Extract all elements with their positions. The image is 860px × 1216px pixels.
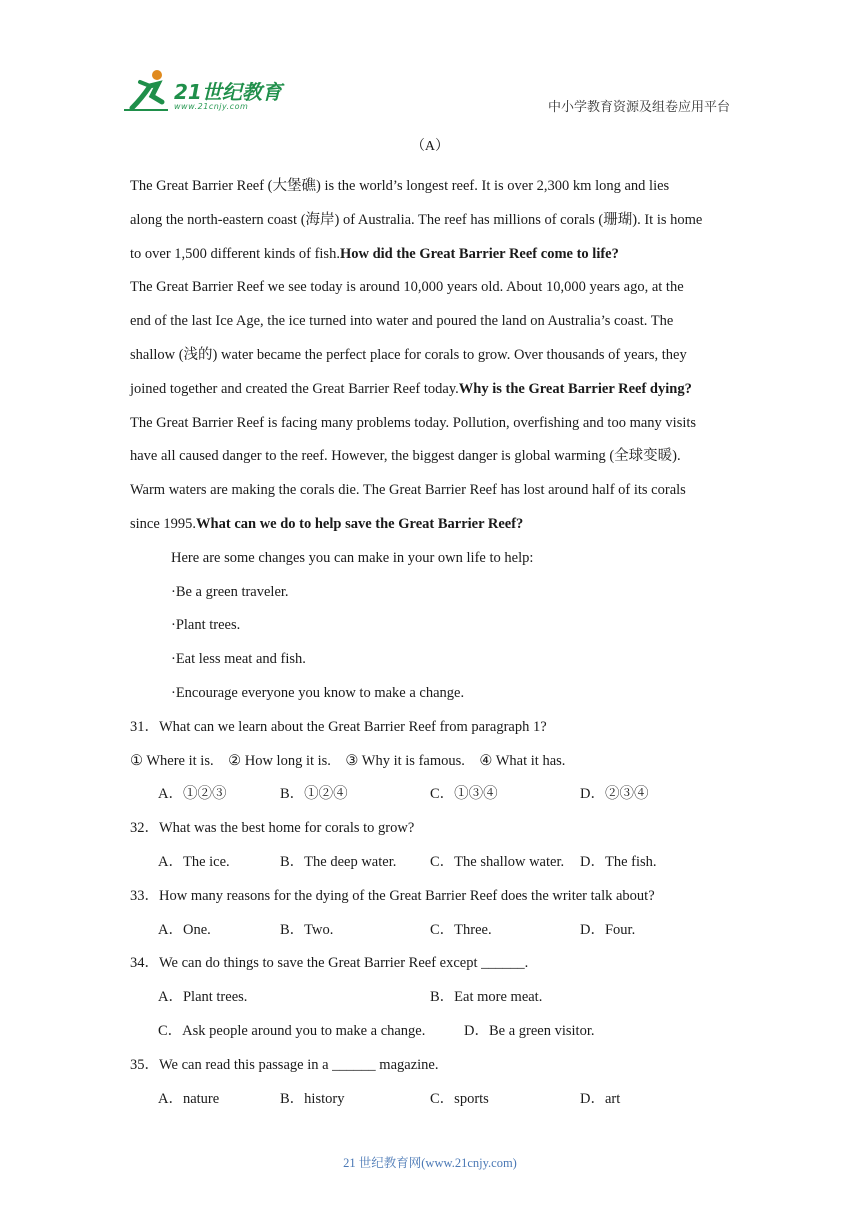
question-options	[130, 778, 730, 812]
option-d[interactable]: D．Four.	[580, 921, 636, 938]
bullet-item: ·Encourage everyone you know to make a change.	[171, 684, 465, 701]
passage-line: joined together and created the Great Barrier Reef today.Why is the Great Barrier Reef dying?	[130, 380, 692, 397]
passage-line: The Great Barrier Reef is facing many problems today. Pollution, overfishing and too many visits	[130, 414, 697, 431]
question-options	[130, 1015, 730, 1049]
logo-text: 21世纪教育	[174, 80, 282, 104]
bullet-item: ·Be a green traveler.	[171, 583, 289, 600]
question-stem: 31．What can we learn about the Great Barrier Reef from paragraph 1?	[130, 718, 547, 735]
passage-line: Warm waters are making the corals die. The Great Barrier Reef has lost around half of its corals	[130, 482, 686, 499]
option-c[interactable]: C．Ask people around you to make a change.	[158, 1022, 426, 1039]
heading-question: What can we do to help save the Great Barrier Reef?	[196, 515, 524, 532]
option-a[interactable]: A．①②③	[158, 786, 227, 803]
bullet-item: ·Eat less meat and fish.	[171, 651, 306, 668]
option-b[interactable]: B．history	[280, 1090, 345, 1107]
page-header	[0, 0, 860, 130]
logo	[122, 68, 292, 116]
passage-line: end of the last Ice Age, the ice turned into water and poured the land on Australia’s coast. The	[130, 313, 674, 330]
option-d[interactable]: D．art	[580, 1090, 621, 1107]
option-b[interactable]: B．①②④	[280, 786, 348, 803]
passage-line: along the north-eastern coast (海岸) of Australia. The reef has millions of corals (珊瑚). It is home	[130, 211, 703, 228]
logo-url: www.21cnjy.com	[174, 102, 249, 111]
passage-line: since 1995.What can we do to help save the Great Barrier Reef?	[130, 515, 524, 532]
option-b[interactable]: B．Two.	[280, 921, 334, 938]
page-footer[interactable]: 21 世纪教育网(www.21cnjy.com)	[343, 1156, 517, 1170]
heading-question: How did the Great Barrier Reef come to life?	[339, 245, 619, 262]
passage-line: have all caused danger to the reef. However, the biggest danger is global warming (全球变暖).	[130, 448, 681, 465]
option-c[interactable]: C．The shallow water.	[430, 853, 565, 870]
option-a[interactable]: A．The ice.	[158, 853, 230, 870]
passage-line: The Great Barrier Reef we see today is around 10,000 years old. About 10,000 years ago, at the	[130, 279, 684, 296]
document-body	[130, 136, 730, 1116]
bullet-item: ·Plant trees.	[171, 617, 241, 634]
option-d[interactable]: D．②③④	[580, 786, 649, 803]
option-d[interactable]: D．Be a green visitor.	[464, 1022, 595, 1039]
option-c[interactable]: C．①③④	[430, 786, 498, 803]
question-stem: 34．We can do things to save the Great Barrier Reef except ______.	[130, 955, 529, 972]
question-options	[130, 981, 730, 1015]
option-a[interactable]: A．nature	[158, 1090, 220, 1107]
question-stem: 32．What was the best home for corals to grow?	[130, 820, 415, 837]
question-options	[130, 846, 730, 880]
option-a[interactable]: A．One.	[158, 921, 211, 938]
option-b[interactable]: B．Eat more meat.	[430, 989, 543, 1006]
question-options	[130, 1083, 730, 1117]
option-b[interactable]: B．The deep water.	[280, 853, 397, 870]
passage-line: to over 1,500 different kinds of fish.How did the Great Barrier Reef come to life?	[130, 245, 619, 262]
option-a[interactable]: A．Plant trees.	[158, 989, 248, 1006]
heading-question: Why is the Great Barrier Reef dying?	[458, 380, 692, 397]
section-title: （A）	[410, 139, 450, 154]
runner-logo-icon	[122, 68, 174, 114]
option-d[interactable]: D．The fish.	[580, 853, 657, 870]
question-stem: 35．We can read this passage in a ______ magazine.	[130, 1056, 439, 1073]
question-stem: 33．How many reasons for the dying of the Great Barrier Reef does the writer talk about?	[130, 887, 655, 904]
passage-line: Here are some changes you can make in your own life to help:	[171, 549, 534, 566]
question-options	[130, 914, 730, 948]
header-tagline: 中小学教育资源及组卷应用平台	[547, 100, 730, 115]
option-c[interactable]: C．sports	[430, 1090, 489, 1107]
option-c[interactable]: C．Three.	[430, 921, 492, 938]
passage-line: shallow (浅的) water became the perfect place for corals to grow. Over thousands of years, they	[130, 346, 687, 363]
question-substatements: ① Where it is. ② How long it is. ③ Why it is famous. ④ What it has.	[130, 752, 566, 769]
passage-line: The Great Barrier Reef (大堡礁) is the world’s longest reef. It is over 2,300 km long and lies	[130, 178, 670, 194]
